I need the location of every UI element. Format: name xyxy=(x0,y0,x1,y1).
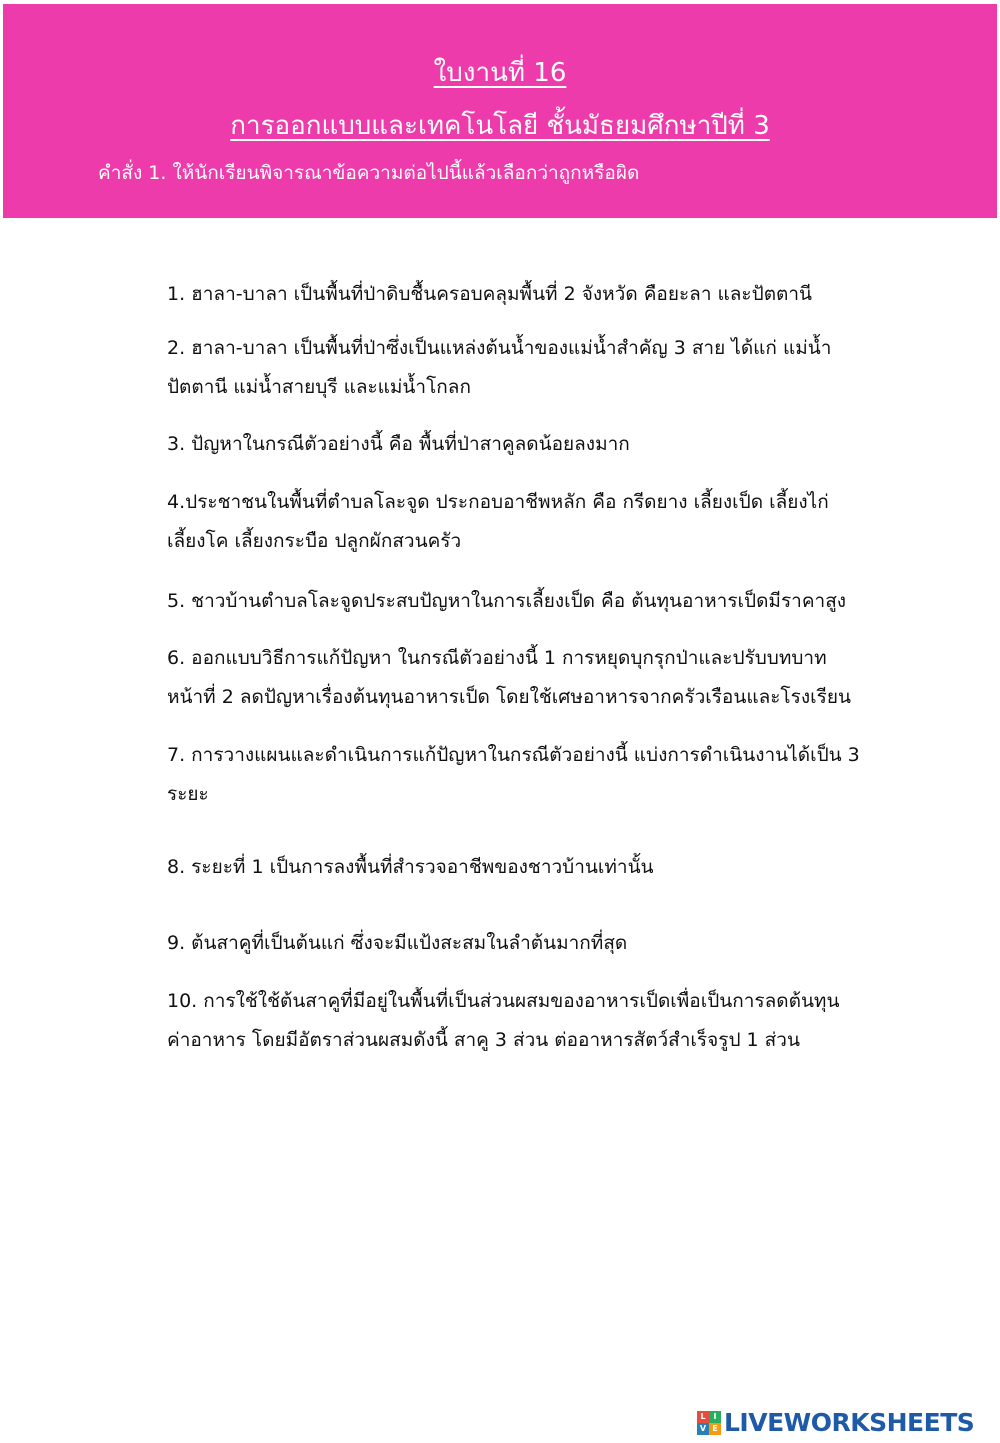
question-line: 10. การใช้ใช้ต้นสาคูที่มีอยู่ในพื้นที่เป็นส่วนผสมของอาหารเป็ดเพื่อเป็นการลดต้นทุน xyxy=(167,990,840,1012)
question-item-4 xyxy=(167,483,947,561)
question-line: เลี้ยงโค เลี้ยงกระบือ ปลูกผักสวนครัว xyxy=(167,530,462,552)
question-item-2 xyxy=(167,329,947,407)
question-line: 5. ชาวบ้านตำบลโละจูดประสบปัญหาในการเลี้ยงเป็ด คือ ต้นทุนอาหารเป็ดมีราคาสูง xyxy=(167,590,847,612)
question-line: 2. ฮาลา-บาลา เป็นพื้นที่ป่าซึ่งเป็นแหล่งต้นน้ำของแม่น้ำสำคัญ 3 สาย ได้แก่ แม่น้ำ xyxy=(167,337,832,359)
question-item-5 xyxy=(167,582,947,621)
question-line: 9. ต้นสาคูที่เป็นต้นแก่ ซึ่งจะมีแป้งสะสมในลำต้นมากที่สุด xyxy=(167,932,628,954)
question-item-10 xyxy=(167,982,947,1060)
question-line: 3. ปัญหาในกรณีตัวอย่างนี้ คือ พื้นที่ป่าสาคูลดน้อยลงมาก xyxy=(167,433,630,455)
question-item-3 xyxy=(167,425,947,464)
question-line: 4.ประชาชนในพื้นที่ตำบลโละจูด ประกอบอาชีพหลัก คือ กรีดยาง เลี้ยงเป็ด เลี้ยงไก่ xyxy=(167,491,829,513)
question-line: หน้าที่ 2 ลดปัญหาเรื่องต้นทุนอาหารเป็ด โดยใช้เศษอาหารจากครัวเรือนและโรงเรียน xyxy=(167,686,851,708)
question-item-1 xyxy=(167,275,947,314)
question-item-7 xyxy=(167,736,947,814)
question-line: ค่าอาหาร โดยมีอัตราส่วนผสมดังนี้ สาคู 3 ส่วน ต่ออาหารสัตว์สำเร็จรูป 1 ส่วน xyxy=(167,1029,800,1051)
question-item-8 xyxy=(167,848,947,887)
question-line: 1. ฮาลา-บาลา เป็นพื้นที่ป่าดิบชื้นครอบคลุมพื้นที่ 2 จังหวัด คือยะลา และปัตตานี xyxy=(167,283,813,305)
logo-mark-icon: L I V E xyxy=(697,1411,721,1435)
worksheet-subtitle: การออกแบบและเทคโนโลยี ชั้นมัธยมศึกษาปีที่ 3 xyxy=(230,111,770,141)
question-line: 8. ระยะที่ 1 เป็นการลงพื้นที่สำรวจอาชีพของชาวบ้านเท่านั้น xyxy=(167,856,654,878)
question-item-9 xyxy=(167,924,947,963)
liveworksheets-logo xyxy=(697,1406,974,1440)
question-line: ปัตตานี แม่น้ำสายบุรี และแม่น้ำโกลก xyxy=(167,376,471,398)
question-line: 6. ออกแบบวิธีการแก้ปัญหา ในกรณีตัวอย่างนี้ 1 การหยุดบุกรุกป่าและปรับบทบาท xyxy=(167,647,827,669)
logo-text: LIVEWORKSHEETS xyxy=(724,1408,975,1437)
question-item-6 xyxy=(167,639,947,717)
question-line: ระยะ xyxy=(167,783,209,805)
question-line: 7. การวางแผนและดำเนินการแก้ปัญหาในกรณีตัวอย่างนี้ แบ่งการดำเนินงานได้เป็น 3 xyxy=(167,744,860,766)
instruction-text: คำสั่ง 1. ให้นักเรียนพิจารณาข้อความต่อไปนี้แล้วเลือกว่าถูกหรือผิด xyxy=(98,162,640,184)
worksheet-title: ใบงานที่ 16 xyxy=(433,58,567,88)
